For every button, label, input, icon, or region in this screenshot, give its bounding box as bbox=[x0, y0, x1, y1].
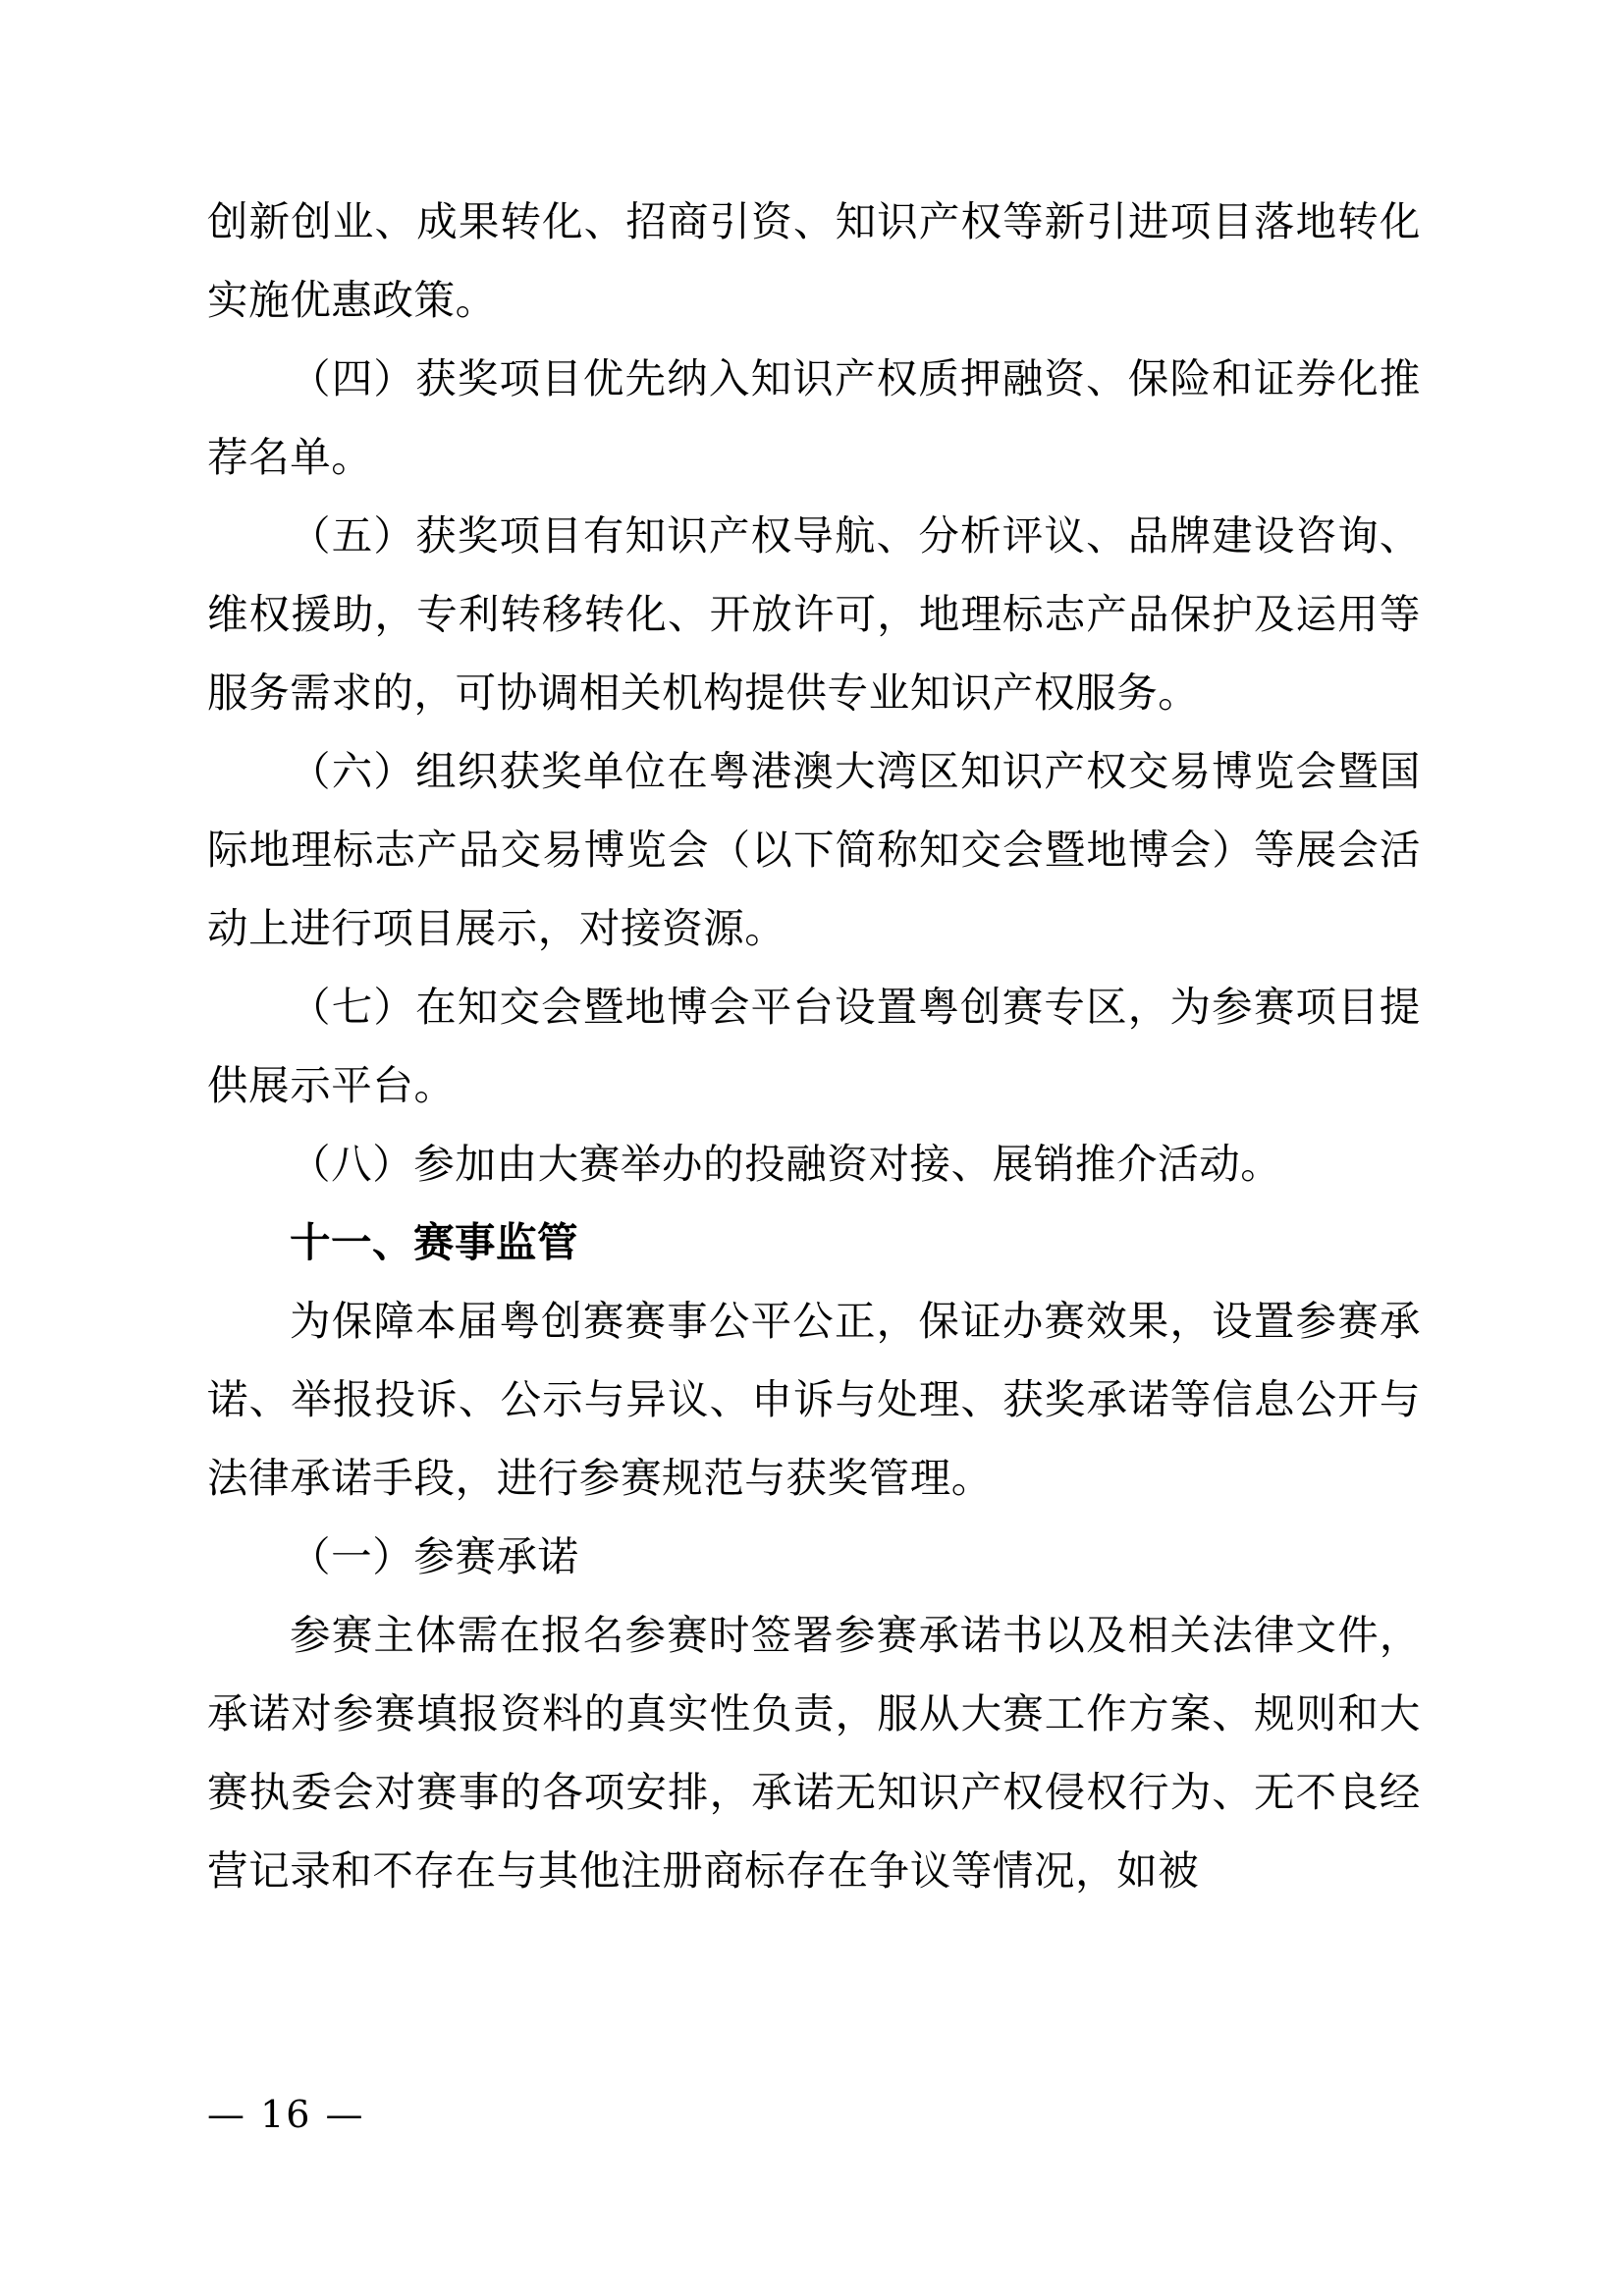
paragraph-item-8: （八）参加由大赛举办的投融资对接、展销推介活动。 bbox=[290, 1140, 1282, 1188]
paragraph-continued-policy: 创新创业、成果转化、招商引资、知识产权等新引进项目落地转化实施优惠政策。 bbox=[207, 197, 1421, 324]
section-heading-11: 十一、赛事监管 bbox=[290, 1219, 579, 1265]
page-footer bbox=[207, 2087, 1421, 2142]
page-number: — 16 — bbox=[207, 2093, 365, 2136]
paragraph-subitem-1-body: 参赛主体需在报名参赛时签署参赛承诺书以及相关法律文件，承诺对参赛填报资料的真实性负责，服从大赛工作方案、规则和大赛执委会对赛事的各项安排，承诺无知识产权侵权行为、无不良经营记录和不存在与其他注册商标存在争议等情况，如被 bbox=[207, 1611, 1421, 1895]
paragraph-item-7: （七）在知交会暨地博会平台设置粤创赛专区，为参赛项目提供展示平台。 bbox=[207, 983, 1421, 1109]
paragraph-item-6: （六）组织获奖单位在粤港澳大湾区知识产权交易博览会暨国际地理标志产品交易博览会（以下简称知交会暨地博会）等展会活动上进行项目展示，对接资源。 bbox=[207, 747, 1421, 952]
document-body bbox=[207, 183, 1421, 1910]
paragraph-supervision-intro: 为保障本届粤创赛赛事公平公正，保证办赛效果，设置参赛承诺、举报投诉、公示与异议、申诉与处理、获奖承诺等信息公开与法律承诺手段，进行参赛规范与获奖管理。 bbox=[207, 1297, 1421, 1502]
paragraph-item-5: （五）获奖项目有知识产权导航、分析评议、品牌建设咨询、维权援助，专利转移转化、开放许可，地理标志产品保护及运用等服务需求的，可协调相关机构提供专业知识产权服务。 bbox=[207, 511, 1421, 717]
paragraph-item-4: （四）获奖项目优先纳入知识产权质押融资、保险和证券化推荐名单。 bbox=[207, 354, 1421, 481]
paragraph-subitem-1-title: （一）参赛承诺 bbox=[290, 1532, 579, 1580]
